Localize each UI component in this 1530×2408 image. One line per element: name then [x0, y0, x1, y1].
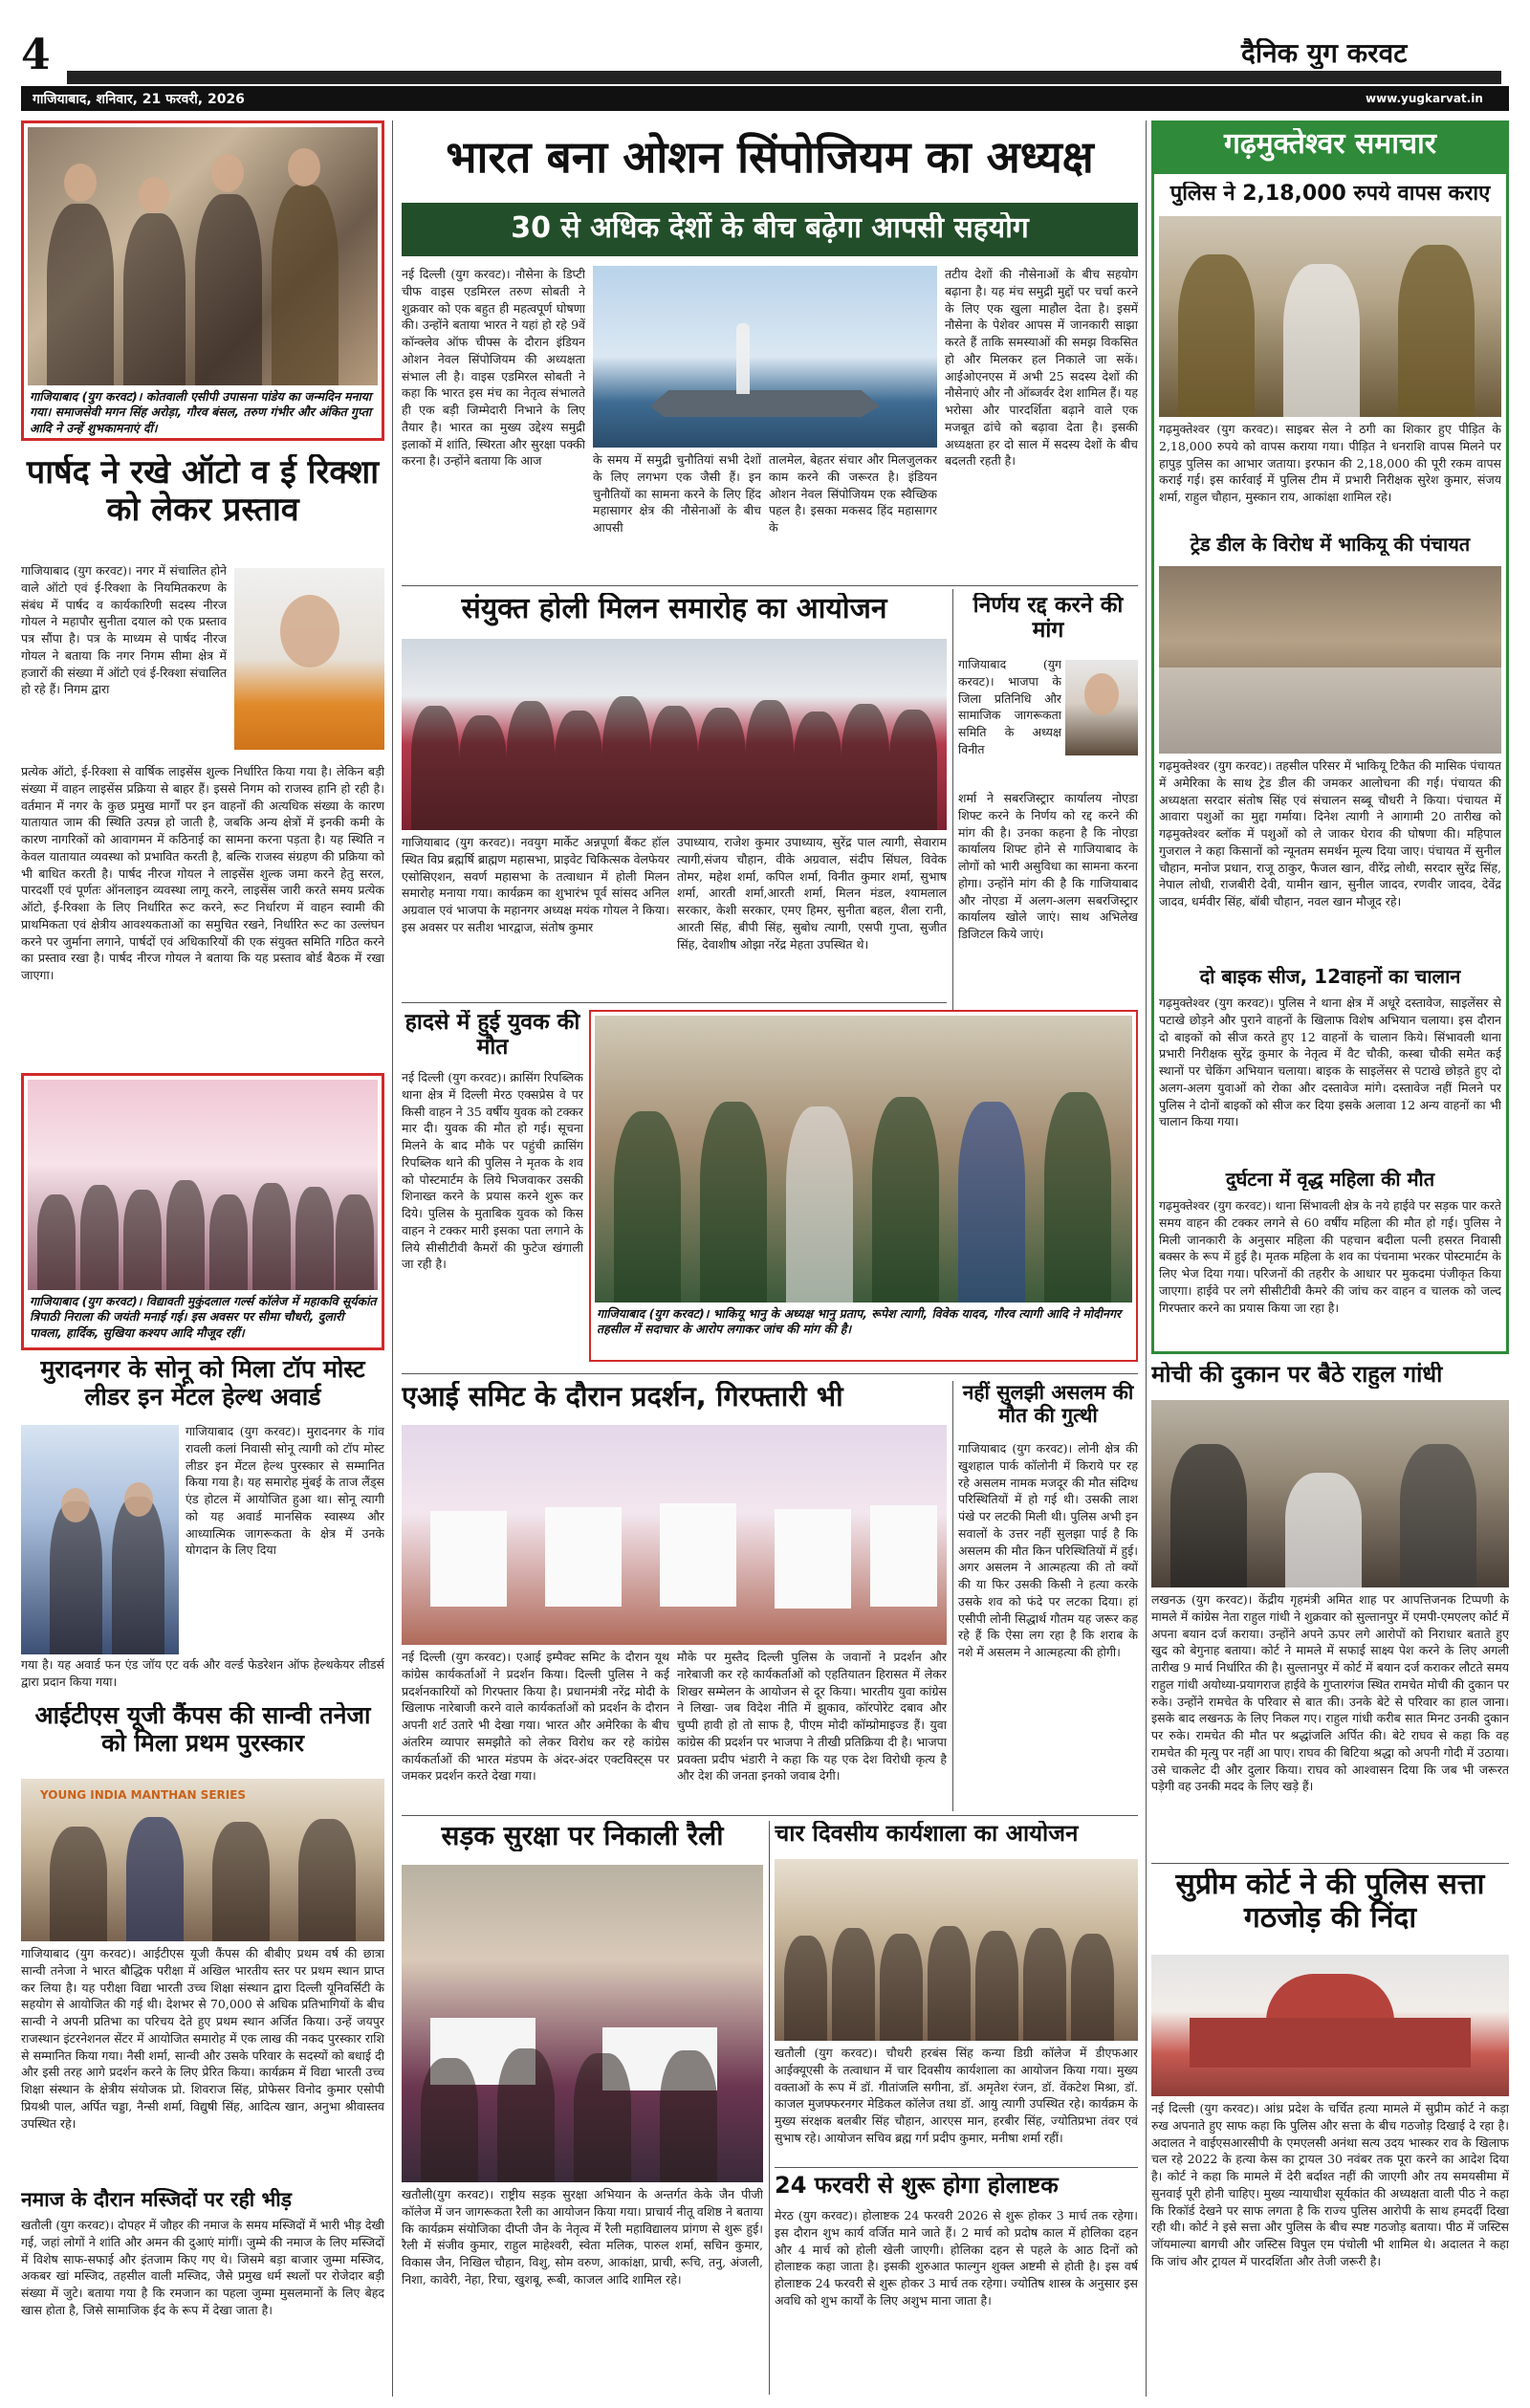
holi-col1: गाजियाबाद (युग करवट)। नवयुग मार्केट अन्नपूर्णा बैंकट हॉल स्थित विप्र ब्रह्मर्षि ब्राह्मण महासभा, प्राइवेट चिकित्सक वेलफेयर एसोसिएशन, सवर्ण महासभा के तत्वाधान में होली मिलन समारोह मनाया गया। कार्यक्रम का शुभारंभ पूर्व सांसद अनिल अग्रवाल एवं भाजपा के महानगर अध्यक्ष मयंक गोयल ने किया। इस अवसर पर सतीश भारद्वाज, संतोष कुमार	[402, 835, 669, 934]
workshop-headline: चार दिवसीय कार्यशाला का आयोजन	[775, 1821, 1079, 1847]
muradnagar-body-top: गाजियाबाद (युग करवट)। मुरादनगर के गांव रावली कलां निवासी सोनू त्यागी को टॉप मोस्ट लीडर इन मेंटल हेल्थ पुरस्कार से सम्मानित किया गया है। यह समारोह मुंबई के ताज लैंड्स एंड होटल में आयोजित हुआ था। सोनू त्यागी को यह अवार्ड मानसिक स्वास्थ्य और आध्यात्मिक जागरूकता के क्षेत्र में उनके योगदान के लिए दिया	[186, 1424, 384, 1558]
rahul-cobbler-photo	[1151, 1400, 1509, 1587]
workshop-photo	[775, 1859, 1138, 2041]
aslam-body: गाजियाबाद (युग करवट)। लोनी क्षेत्र की खुशहाल पार्क कॉलोनी में किराये पर रह रहे असलम नामक मजदूर की मौत संदिग्ध परिस्थितियों में हो गई थी। उसकी लाश पंखे पर लटकी मिली थी। पुलिस अभी इन सवालों के उत्तर नहीं सुलझा पाई है कि असलम की मौत किन परिस्थितियों में हुई। अगर असलम ने आत्महत्या की तो क्यों की या फिर उसकी किसी ने हत्या करके उसके शव को फंदे पर लटका दिया। हां एसीपी लोनी सिद्धार्थ गौतम यह जरूर कह रहे हैं कि ऐसा लग रहा है कि शराब के नशे में असलम ने आत्महत्या की होगी।	[958, 1441, 1138, 1659]
bku-photo	[595, 1016, 1132, 1303]
sidebar-s3-body: गढ़मुक्तेश्वर (युग करवट)। पुलिस ने थाना क्षेत्र में अधूरे दस्तावेज, साइलेंसर से पटाखे छोड़ने और पुराने वाहनों के खिलाफ विशेष अभियान चलाया। इस दौरान दो बाइकों को सीज करते हुए 12 वाहनों के चालान किये। सिंभावली थाना प्रभारी निरीक्षक सुरेंद्र कुमार के नेतृत्व में वैट चौकी, कस्बा चौकी समेत कई स्थानों पर चेकिंग अभियान चलाया। बाइक के साइलेंसर से पटाखे छोड़ते हुए दो अलग-अलग युवाओं को रोका और दस्तावेज मांगे। दस्तावेज नहीं मिलने पर पुलिस ने दोनों बाइकों को सीज कर दिया इसके अलावा 12 अन्य वाहनों का भी चालान किया गया।	[1159, 996, 1501, 1129]
sidebar-s2-headline: ट्रेड डील के विरोध में भाकियू की पंचायत	[1190, 534, 1471, 556]
top-left-photo-box	[21, 120, 384, 441]
sidebar-banner: गढ़मुक्तेश्वर समाचार	[1223, 128, 1437, 161]
bku-panchayat-photo	[1159, 566, 1501, 754]
paper-name: दैनिक युग करवट	[1234, 38, 1414, 69]
neeraj-goyal-photo	[234, 568, 384, 750]
muradnagar-body-rest: गया है। यह अवार्ड फन एंड जॉय एट वर्क और वर्ल्ड फेडरेशन ऑफ हेल्थकेयर लीडर्स द्वारा प्रदान किया गया।	[21, 1657, 384, 1689]
aits-banner: YOUNG INDIA MANTHAN SERIES	[40, 1788, 247, 1802]
school-photo-box	[21, 1073, 384, 1350]
masthead-rule	[67, 71, 1501, 84]
nirnay-body-rest: शर्मा ने सबरजिस्ट्रार कार्यालय नोएडा शिफ्ट करने के निर्णय को रद्द करने की मांग की है। उनका कहना है कि नोएडा कार्यालय शिफ्ट होने से गाजियाबाद के लोगों को भारी असुविधा का सामना करना होगा। उन्होंने मांग की है कि गाजियाबाद और नोएडा में अलग-अलग सबरजिस्ट्रार कार्यालय खोले जाएं। साथ अभिलेख डिजिटल किये जाएं।	[958, 791, 1138, 941]
sidebar-s4-headline: दुर्घटना में वृद्ध महिला की मौत	[1225, 1169, 1435, 1191]
supreme-headline: सुप्रीम कोर्ट ने की पुलिस सत्ता गठजोड़ की निंदा	[1175, 1869, 1485, 1935]
ai-summit-col1: नई दिल्ली (युग करवट)। एआई इम्पैक्ट समिट के दौरान यूथ कांग्रेस कार्यकर्ताओं ने प्रदर्शन किया। दिल्ली पुलिस ने कई प्रदर्शनकारियों को गिरफ्तार किया है। प्रधानमंत्री नरेंद्र मोदी के खिलाफ नारेबाजी करने वाले कार्यकर्ताओं को प्रदर्शन के दौरान अपनी शर्ट उतारे भी देखा गया। भारत और अमेरिका के बीच अंतरिम व्यापार समझौते को लेकर विरोध कर रहे कांग्रेस कार्यकर्ताओं की भारत मंडपम के अंदर-अंदर एक्टविस्ट्स पर जमकर प्रदर्शन करते देखा गया।	[402, 1650, 669, 1784]
school-caption: गाजियाबाद (युग करवट)। विद्यावती मुकुंदलाल गर्ल्स कॉलेज में महाकवि सूर्यकांत त्रिपाठी निराला की जयंती मनाई गई। इस अवसर पर सीमा चौधरी, दुलारी पावला, हार्दिक, सुखिया कश्यप आदि मौजूद रहीं।	[30, 1294, 378, 1347]
police-refund-photo	[1159, 216, 1501, 417]
sidebar-s4-body: गढ़मुक्तेश्वर (युग करवट)। थाना सिंभावली क्षेत्र के नये हाईवे पर सड़क पार करते समय वाहन की टक्कर लगने से 60 वर्षीय महिला की मौत हो गई। पुलिस ने मिली जानकारी के अनुसार महिला की पहचान बदीला पत्नी हसरत निवासी बक्सर के रूप में हुई है। मृतक महिला के शव का पंचनामा भरकर पोस्टमार्टम के लिए भेज दिया गया। परिजनों की तहरीर के आधार पर मुकदमा पंजीकृत किया जाएगा। हाईवे पर लगे सीसीटीवी कैमरे की जांच कर वाहन व चालक को जल्द गिरफ्तार करने का प्रयास किया जा रहा है।	[1159, 1198, 1501, 1315]
supreme-body: नई दिल्ली (युग करवट)। आंध्र प्रदेश के चर्चित हत्या मामले में सुप्रीम कोर्ट ने कड़ा रुख अपनाते हुए साफ कहा कि पुलिस और सत्ता के बीच गठजोड़ दिखाई दे रहा है। अदालत ने वाईएसआरसीपी के एमएलसी अनंथा सत्य उदय भास्कर राव के खिलाफ चल रहे 2022 के हत्या केस का ट्रायल 30 नवंबर तक पूरा करने का आदेश दिया है। कोर्ट ने कहा कि मामले में देरी बर्दाश्त नहीं की जाएगी और तय समयसीमा में सुनवाई पूरी होनी चाहिए। मुख्य न्यायाधीश सूर्यकांत की अध्यक्षता वाली पीठ ने कहा कि रिकॉर्ड देखने पर साफ लगता है कि राज्य पुलिस आरोपी के साथ हमदर्दी दिखा रही थी। कोर्ट ने इसे सत्ता और पुलिस के बीच स्पष्ट गठजोड़ बताया। पीठ में जस्टिस जॉयमाल्या बागची और जस्टिस विपुल एम पंचोली भी शामिल थे। अदालत ने कहा कि जांच और ट्रायल में पारदर्शिता और तेजी जरूरी है।	[1151, 2101, 1509, 2268]
lead-subhead: 30 से अधिक देशों के बीच बढ़ेगा आपसी सहयोग	[511, 212, 1029, 245]
birthday-caption: गाजियाबाद (युग करवट)। कोतवाली एसीपी उपासना पांडेय का जन्मदिन मनाया गया। समाजसेवी मगन सिंह अरोड़ा, गौरव बंसल, तरुण गंभीर और अंकित गुप्ता आदि ने उन्हें शुभकामनाएं दीं।	[30, 389, 378, 439]
nirnay-body-top: गाजियाबाद (युग करवट)। भाजपा के जिला प्रतिनिधि और सामाजिक जागरूकता समिति के अध्यक्ष विनीत	[958, 657, 1061, 756]
ai-protest-photo	[402, 1425, 947, 1645]
warship-photo	[593, 266, 937, 448]
aits-award-photo	[21, 1779, 384, 1941]
bku-caption: गाजियाबाद (युग करवट)। भाकियू भानु के अध्यक्ष भानु प्रताप, रूपेश त्यागी, विवेक यादव, गौरव त्यागी आदि ने मोदीनगर तहसील में सदाचार के आरोप लगाकर जांच की मांग की है।	[597, 1306, 1130, 1358]
sonu-award-photo	[21, 1425, 179, 1654]
lead-col1: नई दिल्ली (युग करवट)। नौसेना के डिप्टी चीफ वाइस एडमिरल तरुण सोबती ने शुक्रवार को एक बहुत ही महत्वपूर्ण घोषणा की। उन्होंने बताया भारत ने यहां हो रहे 9वें कॉन्क्लेव ऑफ चीफ्स के दौरान इंडियन ओशन नेवल सिंपोजियम की अध्यक्षता संभाल ली है। वाइस एडमिरल सोबती ने कहा कि भारत इस मंच का नेतृत्व संभालते ही एक बड़ी जिम्मेदारी निभाने के लिए तैयार है। भारत का मुख्य उद्देश्य समुद्री इलाकों में शांति, स्थिरता और सुरक्षा पक्की करना है। उन्होंने बताया कि आज	[402, 267, 585, 469]
holi-photo	[402, 639, 947, 830]
hadse-body: नई दिल्ली (युग करवट)। क्रासिंग रिपब्लिक थाना क्षेत्र में दिल्ली मेरठ एक्सप्रेस वे पर किसी वाहन ने 35 वर्षीय युवक को टक्कर मार दी। युवक की मौत हो गई। सूचना मिलने के बाद मौके पर पहुंची क्रासिंग रिपब्लिक थाने की पुलिस ने मृतक के शव को पोस्टमार्टम के लिये भिजवाकर उसकी शिनाख्त करने के प्रयास करने शुरू कर दिये। पुलिस के मुताबिक युवक को किस वाहन ने टक्कर मारी इसका पता लगाने के लिये सीसीटीवी कैमरों की फुटेज खंगाली जा रही है।	[402, 1070, 583, 1272]
lead-col2: के समय में समुद्री चुनौतियां सभी देशों के लिए लगभग एक जैसी हैं। इन चुनौतियों का सामना करने के लिए हिंद महासागर क्षेत्र की नौसेनाओं के बीच आपसी	[593, 452, 761, 535]
rally-headline: सड़क सुरक्षा पर निकाली रैली	[441, 1821, 724, 1851]
website: www.yugkarvat.in	[1366, 92, 1483, 105]
ai-summit-col2: मौके पर मुस्तैद दिल्ली पुलिस के जवानों ने प्रदर्शन और नारेबाजी कर रहे कार्यकर्ताओं को एहतियातन हिरासत में लेकर शिखर सम्मेलन के आयोजन से दूर किया। भारतीय युवा कांग्रेस ने लिखा- जब विदेश नीति में झुकाव, कॉरपोरेट दबाव और चुप्पी हावी हो तो साफ है, पीएम मोदी कॉम्प्रोमाइज्ड हैं। युवा कांग्रेस की प्रदर्शन पर भाजपा ने तीखी प्रतिक्रिया दी है। भाजपा प्रवक्ता प्रदीप भंडारी ने कहा कि यह एक देश विरोधी कृत्य है और देश की जनता इनको जवाब देगी।	[677, 1650, 947, 1784]
sidebar-s1-headline: पुलिस ने 2,18,000 रुपये वापस कराए	[1169, 182, 1491, 206]
muradnagar-headline: मुरादनगर के सोनू को मिला टॉप मोस्ट लीडर इन मेंटल हेल्थ अवार्ड	[40, 1356, 365, 1411]
holi-col2: उपाध्याय, राजेश कुमार उपाध्याय, सुरेंद्र पाल त्यागी, सेवाराम त्यागी,संजय चौहान, वीके अग्रवाल, संदीप सिंघल, विवेक तोमर, महेश शर्मा, कपिल शर्मा, विनीत कुमार शर्मा, सुभाष शर्मा, आरती शर्मा,आरती शर्मा, मिलन मंडल, श्यामलाल सरकार, केशी सरकार, एमए हिमर, सुनीता बहल, शैला रानी, आरती सिंह, बीपी सिंह, सुबोध त्यागी, एसपी गुप्ता, सुजीत सिंह, देवाशीष ओझा नरेंद्र मेहता उपस्थित थे।	[677, 835, 947, 952]
ai-summit-headline: एआई समिट के दौरान प्रदर्शन, गिरफ्तारी भी	[402, 1381, 843, 1412]
supreme-court-photo	[1151, 1955, 1509, 2096]
aits-headline: आईटीएस यूजी कैंपस की सान्वी तनेजा को मिला प्रथम पुरस्कार	[34, 1702, 371, 1757]
dateline: गाजियाबाद, शनिवार, 21 फरवरी, 2026	[33, 92, 245, 107]
birthday-photo	[28, 127, 378, 385]
rally-body: खतौली(युग करवट)। राष्ट्रीय सड़क सुरक्षा अभियान के अन्तर्गत केके जैन पीजी कॉलेज में जन जागरूकता रैली का आयोजन किया गया। प्राचार्य नीतू वशिष्ठ ने बताया कि कार्यक्रम संयोजिका दीप्ती जैन के नेतृत्व में रैली महाविद्यालय प्रांगण से शुरू हुई। रैली में संजीव कुमार, राहुल माहेश्वरी, स्वेता मलिक, पारुल शर्मा, सचिन कुमार, विकास जैन, निखिल चौहान, विशु, सोम वरुण, आकांक्षा, प्राची, रूचि, तनु, अंजली, निशा, कावेरी, नेहा, रिचा, खुशबू, रूबी, काजल आदि शामिल रहे।	[402, 2187, 763, 2287]
parshad-body-full: प्रत्येक ऑटो, ई-रिक्शा से वार्षिक लाइसेंस शुल्क निर्धारित किया गया है। लेकिन बड़ी संख्या में वाहन लाइसेंस प्रक्रिया से बाहर हैं। इससे निगम को राजस्व हानि हो रही है। वर्तमान में नगर के कुछ प्रमुख मार्गों पर इन वाहनों की अत्यधिक संख्या के कारण यातायात जाम की स्थिति उत्पन्न हो जाती है, जबकि अन्य क्षेत्रों में इनकी कमी के कारण नागरिकों को आवागमन में कठिनाई का सामना करना पड़ता है। यह स्थिति न केवल यातायात व्यवस्था को प्रभावित करती है, बल्कि राजस्व संग्रहण की प्रक्रिया को भी बाधित करती है। पार्षद नीरज गोयल ने लाइसेंस शुल्क जमा करने हेतु सरल, पारदर्शी एवं पूर्णतः ऑनलाइन व्यवस्था लागू करने, लाइसेंस जारी करते समय प्रत्येक ऑटो, ई-रिक्शा के लिए निर्धारित रूट करने, रूट निर्धारण में वाहन स्वामी की प्राथमिकता एवं क्षेत्रीय आवश्यकताओं का समुचित रखने, निर्धारित रूट का उल्लंघन करने पर जुर्माना लगाने, पार्षदों एवं अधिकारियों की एक संयुक्त समिति गठित करने का प्रस्ताव रखा है। पार्षद नीरज गोयल ने बताया कि यह प्रस्ताव बोर्ड बैठक में रखा जाएगा।	[21, 764, 384, 982]
namaz-headline: नमाज के दौरान मस्जिदों पर रही भीड़	[21, 2188, 292, 2211]
lead-col3: तालमेल, बेहतर संचार और मिलजुलकर काम करने की जरूरत है। इंडियन ओशन नेवल सिंपोजियम एक स्वैच्छिक पहल है। इसका मकसद हिंद महासागर के	[769, 452, 937, 535]
aits-body: गाजियाबाद (युग करवट)। आईटीएस यूजी कैंपस की बीबीए प्रथम वर्ष की छात्रा सान्वी तनेजा ने भारत बौद्धिक परीक्षा में अखिल भारतीय स्तर पर प्रथम स्थान प्राप्त कर लिया है। यह परीक्षा विद्या भारती उच्च शिक्षा संस्थान द्वारा दिल्ली यूनिवर्सिटी के सहयोग से आयोजित की गई थी। देशभर से 70,000 से अधिक प्रतिभागियों के बीच सान्वी ने अपनी प्रतिभा का परिचय देते हुए प्रथम स्थान अर्जित किया। उन्हें जयपुर राजस्थान इंटरनेशनल सेंटर में आयोजित समारोह में एक लाख की नकद पुरस्कार राशि से सम्मानित किया गया। नैसी शर्मा, सान्वी और उसके परिवार के सदस्यों को बधाई दी और इसी तरह आगे प्रदर्शन करने के लिए प्रेरित किया। कार्यक्रम में विद्या भारती उच्च शिक्षा संस्थान के क्षेत्रीय संयोजक प्रो. शिवराज सिंह, प्रोफेसर विनोद कुमार एसोपी प्रियश्री पाल, अर्पित चड्डा, नैन्सी शर्मा, विद्युषी सिंह, आदित्य खान, अनुभा श्रीवास्तव उपस्थित रहे।	[21, 1946, 384, 2131]
vineet-sharma-photo	[1065, 660, 1138, 755]
sidebar-s1-body: गढ़मुक्तेश्वर (युग करवट)। साइबर सेल ने ठगी का शिकार हुए पीड़ित के 2,18,000 रुपये को वापस कराया गया। पीड़ित ने धनराशि वापस मिलने पर हापुड़ पुलिस का आभार जताया। इरफान की 2,18,000 की पूरी रकम वापस कराई गई। इस कार्रवाई में पुलिस टीम में प्रभारी निरीक्षक सुरेश कुमार, संजय शर्मा, राहुल चौहान, मुस्कान राय, आकांक्षा शामिल रहे।	[1159, 422, 1501, 504]
rally-photo	[402, 1865, 763, 2182]
holashtak-body: मेरठ (युग करवट)। होलाष्टक 24 फरवरी 2026 से शुरू होकर 3 मार्च तक रहेगा। इस दौरान शुभ कार्य वर्जित माने जाते हैं। 2 मार्च को प्रदोष काल में होलिका दहन और 4 मार्च को होली खेली जाएगी। होलिका दहन से पहले के आठ दिनों को होलाष्टक कहा जाता है। इसकी शुरुआत फाल्गुन शुक्ल अष्टमी से होती है। इस वर्ष होलाष्टक 24 फरवरी से शुरू होकर 3 मार्च तक रहेगा। ज्योतिष शास्त्र के अनुसार इस अवधि को शुभ कार्यों के लिए अशुभ माना जाता है।	[775, 2208, 1138, 2308]
rahul-body: लखनऊ (युग करवट)। केंद्रीय गृहमंत्री अमित शाह पर आपत्तिजनक टिप्पणी के मामले में कांग्रेस नेता राहुल गांधी ने शुक्रवार को सुल्तानपुर में एमपी-एमएलए कोर्ट में अपना बयान दर्ज कराया। उन्होंने अपने ऊपर लगे आरोपों को निराधार बताते हुए खुद को बेगुनाह बताया। कोर्ट ने मामले में सफाई साक्ष्य पेश करने के लिए अगली तारीख 9 मार्च निर्धारित की है। सुल्तानपुर में कोर्ट में बयान दर्ज कराकर लौटते समय राहुल गांधी अयोध्या-प्रयागराज हाईवे के गुप्तारगंज स्थित रामचेत मोची की दुकान पर रुके। उन्होंने रामचेत के परिवार से बात की। उनके बेटे से परिवार का हाल जाना। इसके बाद लखनऊ के लिए निकल गए। राहुल गांधी करीब सात मिनट उनकी दुकान पर रुके। रामचेत की मौत पर श्रद्धांजलि अर्पित की। बेटे राघव से कहा कि वह रामचेत की मृत्यु पर नहीं आ पाए। राघव की बिटिया श्रद्धा को अपनी गोदी में उठाया। उसे चाकलेट दी और दुलार किया। राघव को आश्वासन दिया कि जब भी जरूरत पड़ेगी वह उनकी मदद के लिए खड़े हैं।	[1151, 1592, 1509, 1794]
sidebar-s3-headline: दो बाइक सीज, 12वाहनों का चालान	[1199, 966, 1461, 988]
lead-headline: भारत बना ओशन सिंपोजियम का अध्यक्ष	[446, 132, 1094, 183]
school-photo	[28, 1080, 378, 1290]
holi-headline: संयुक्त होली मिलन समारोह का आयोजन	[461, 593, 887, 625]
rahul-headline: मोची की दुकान पर बैठे राहुल गांधी	[1151, 1362, 1443, 1388]
page-number: 4	[21, 33, 51, 78]
aslam-headline: नहीं सुलझी असलम की मौत की गुत्थी	[962, 1381, 1134, 1428]
parshad-body-top: गाजियाबाद (युग करवट)। नगर में संचालित होने वाले ऑटो एवं ई-रिक्शा के नियमितकरण के संबंध में पार्षद व कार्यकारिणी सदस्य नीरज गोयल ने महापौर सुनीता दयाल को एक प्रस्ताव पत्र सौंपा है। पत्र के माध्यम से पार्षद नीरज गोयल ने बताया कि नगर निगम सीमा क्षेत्र में हजारों की संख्या में ऑटो एवं ई-रिक्शा संचालित हो रहे हैं। निगम द्वारा	[21, 563, 227, 697]
nirnay-headline: निर्णय रद्द करने की मांग	[973, 593, 1124, 644]
masthead	[0, 0, 1530, 115]
lead-col4: तटीय देशों की नौसेनाओं के बीच सहयोग बढ़ाना है। यह मंच समुद्री मुद्दों पर चर्चा करने के लिए एक खुला माहौल देता है। इसमें नौसेना के पेशेवर आपस में जानकारी साझा करते हैं ताकि समस्याओं की समझ विकसित हो और मिलकर हल निकाले जा सकें। आईओएनएस में अभी 25 सदस्य देशों की नौसेनाएं और नौ ऑब्जर्वर देश शामिल हैं। यह भरोसा और पारदर्शिता बढ़ाने वाले एक मजबूत ढांचे को बढ़ावा देता है। इसकी अध्यक्षता हर दो साल में सदस्य देशों के बीच बदलती रहती है।	[945, 267, 1138, 469]
bku-photo-box	[589, 1010, 1138, 1362]
sidebar-s2-body: गढ़मुक्तेश्वर (युग करवट)। तहसील परिसर में भाकियू टिकैत की मासिक पंचायत में अमेरिका के साथ ट्रेड डील की जमकर आलोचना की गई। पंचायत की अध्यक्षता सरदार संतोष सिंह एवं संचालन सब्बू चौधरी ने किया। पंचायत में आवारा पशुओं का मुद्दा गर्माया। दिनेश त्यागी ने आगामी 20 तारीख को गढ़मुक्तेश्वर ब्लॉक में पशुओं को ले जाकर घेराव की घोषणा की। महिपाल गुजराल ने कहा किसानों को न्यूनतम समर्थन मूल्य दिया जाए। पंचायत में सुनील चौहान, मनोज प्रधान, राजू ठाकुर, फैजल खान, वीरेंद्र लोधी, सरदार सुरेंद्र सिंह, नेपाल लोधी, राजबीरी देवी, यामीन खान, सुनील जादव, रणवीर जादव, देवेंद्र जादव, धर्मवीर सिंह, बॉबी चौहान, नवल खान मौजूद रहे।	[1159, 758, 1501, 908]
parshad-headline: पार्षद ने रखे ऑटो व ई रिक्शा को लेकर प्रस्ताव	[26, 454, 380, 530]
hadse-headline: हादसे में हुई युवक की मौत	[404, 1010, 580, 1061]
holashtak-headline: 24 फरवरी से शुरू होगा होलाष्टक	[775, 2173, 1059, 2199]
namaz-body: खतौली (युग करवट)। दोपहर में जौहर की नमाज के समय मस्जिदों में भारी भीड़ देखी गई, जहां लोगों ने शांति और अमन की दुआएं मांगीं। जुम्मे की नमाज के लिए मस्जिदों में विशेष साफ-सफाई और इंतजाम किए गए थे। जिसमे बड़ा बाजार जुम्मा मस्जिद, अकबर खां मस्जिद, तहसील वाली मस्जिद, जैसे प्रमुख धर्म स्थलों पर रोजेदार बड़ी संख्या में जुटे। बताया गया है कि रमजान का पहला जुम्मा मुसलमानों के लिए बेहद खास होता है, जिसे सामाजिक ईद के रूप में देखा जाता है।	[21, 2218, 384, 2317]
workshop-body: खतौली (युग करवट)। चौधरी हरबंस सिंह कन्या डिग्री कॉलेज में डीएफआर आईक्यूएसी के तत्वाधान में चार दिवसीय कार्यशाला का आयोजन किया गया। मुख्य वक्ताओं के रूप में डॉ. गीतांजलि सगीना, डॉ. अमृतेश रंजन, डॉ. वेंकटेश मिश्रा, डॉ. काजल मुजफ्फरनगर मेडिकल कॉलेज तथा डॉ. आयु त्यागी उपस्थित रहे। कार्यक्रम के मुख्य संरक्षक बलबीर सिंह चौहान, आरएस मान, हरबीर सिंह, ज्योतिप्रभा तंवर एवं सुभाष रहे। आयोजन सचिव ब्रह्म गर्ग प्रदीप कुमार, मनीषा शर्मा रहीं।	[775, 2046, 1138, 2145]
